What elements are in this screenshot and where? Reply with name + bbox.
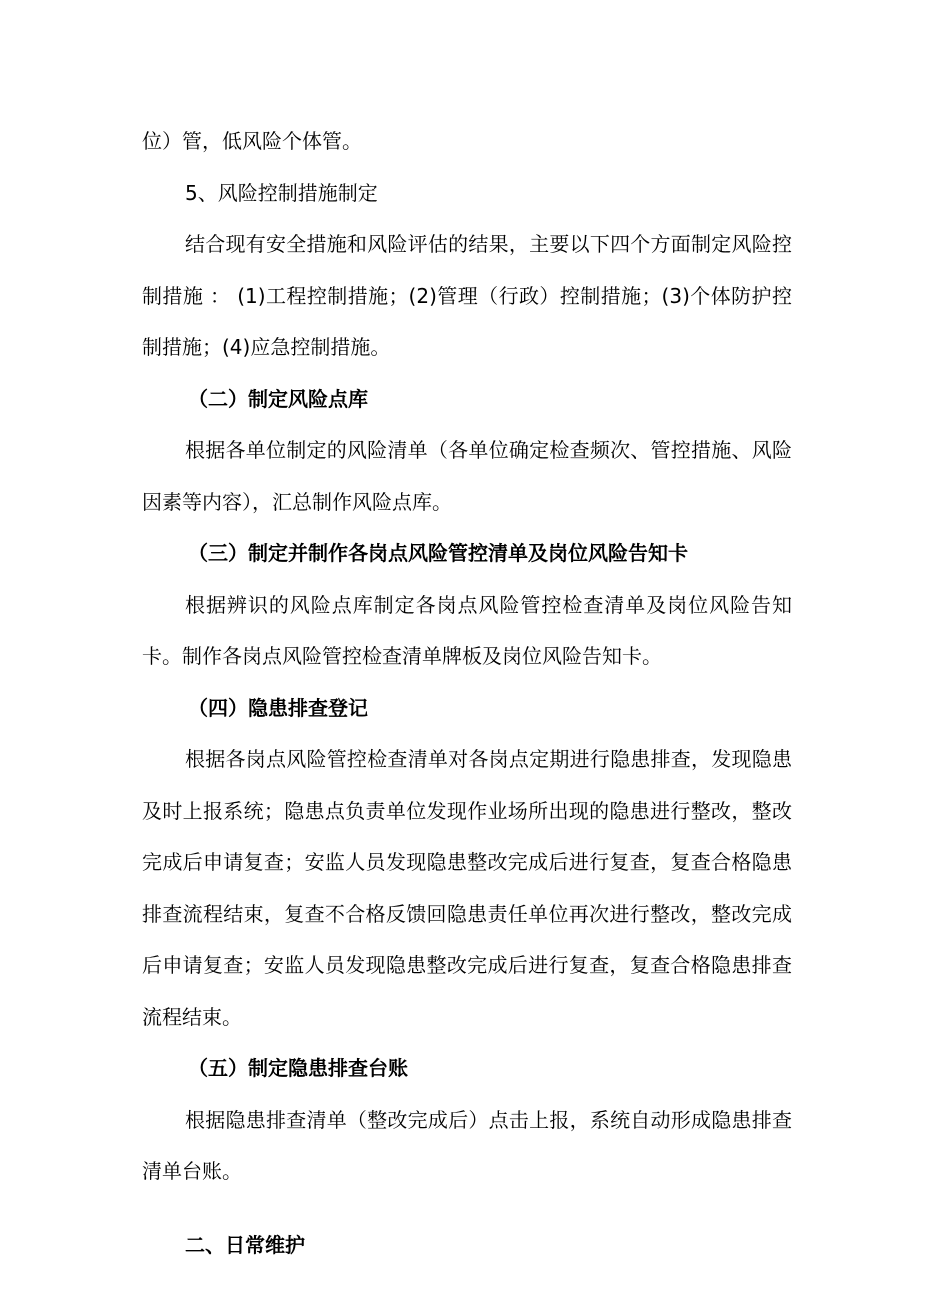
heading-hazard-ledger: （五）制定隐患排查台账	[188, 1056, 408, 1080]
heading-hazard-registration: （四）隐患排查登记	[188, 695, 368, 720]
paragraph-risk-control: 结合现有安全措施和风险评估的结果，主要以下四个方面制定风险控制措施 ： (1)工程控制措施；(2)管理（行政）控制措施；(3)个体防护控制措施；(4)应急控制措施。	[142, 232, 792, 359]
heading-risk-point-library: （二）制定风险点库	[188, 386, 368, 411]
paragraph-continuation: 位）管，低风险个体管。	[142, 129, 362, 153]
paragraph-risk-point-library: 根据各单位制定的风险清单（各单位确定检查频次、管控措施、风险因素等内容），汇总制作风险点库。	[142, 438, 792, 514]
item-5-title: 5、风险控制措施制定	[185, 180, 378, 205]
heading-control-list-and-cards: （三）制定并制作各岗点风险管控清单及岗位风险告知卡	[188, 541, 688, 565]
document-body	[142, 116, 792, 1271]
paragraph-control-list-and-cards: 根据辨识的风险点库制定各岗点风险管控检查清单及岗位风险告知卡。制作各岗点风险管控检查清单牌板及岗位风险告知卡。	[142, 592, 792, 668]
paragraph-hazard-ledger: 根据隐患排查清单（整改完成后）点击上报，系统自动形成隐患排查清单台账。	[142, 1107, 792, 1183]
paragraph-hazard-registration: 根据各岗点风险管控检查清单对各岗点定期进行隐患排查，发现隐患及时上报系统；隐患点负责单位发现作业场所出现的隐患进行整改，整改完成后申请复查；安监人员发现隐患整改完成后进行复查，复查合格隐患排查流程结束，复查不合格反馈回隐患责任单位再次进行整改，整改完成后申请复查；安监人员发现隐患整改完成后进行复查，复查合格隐患排查流程结束。	[142, 747, 792, 1029]
heading-daily-maintenance: 二、日常维护	[185, 1232, 305, 1257]
